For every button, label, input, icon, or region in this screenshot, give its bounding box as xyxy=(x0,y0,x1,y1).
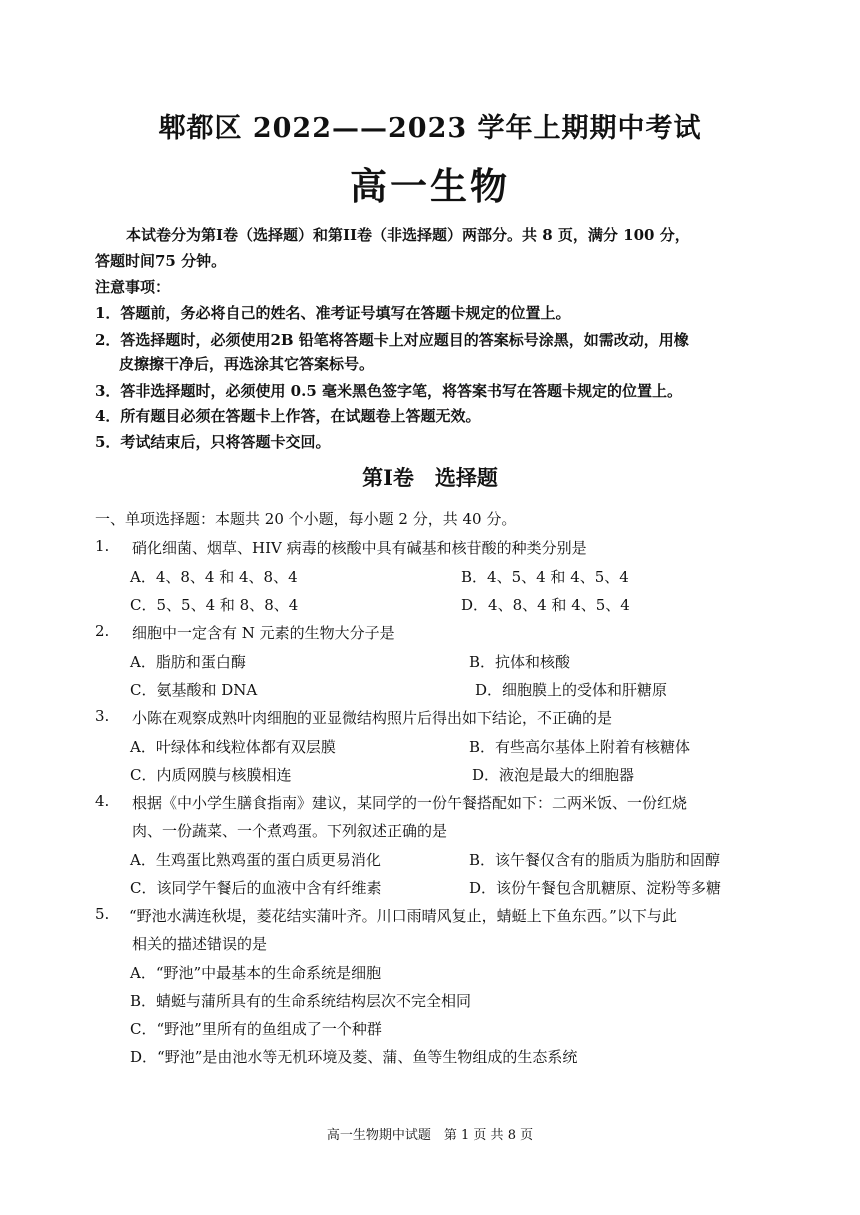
intro-line-1: 本试卷分为第I卷（选择题）和第II卷（非选择题）两部分。共 8 页，满分 100 分， xyxy=(126,226,690,244)
option-b: B．蜻蜓与蒲所具有的生命系统结构层次不完全相同 xyxy=(130,992,472,1010)
option-c: C．5、5、4 和 8、8、4 xyxy=(130,596,299,614)
option-c: C．内质网膜与核膜相连 xyxy=(130,766,292,784)
option-a: A．生鸡蛋比熟鸡蛋的蛋白质更易消化 xyxy=(130,851,381,869)
question-number: 1. xyxy=(95,537,110,555)
note-item: 3．答非选择题时，必须使用 0.5 毫米黑色签字笔，将答案书写在答题卡规定的位置上。 xyxy=(95,382,682,400)
note-item: 皮擦擦干净后，再选涂其它答案标号。 xyxy=(119,355,375,373)
question-number: 2. xyxy=(95,622,110,640)
option-d: D．细胞膜上的受体和肝糖原 xyxy=(475,681,668,699)
option-d: D．液泡是最大的细胞器 xyxy=(472,766,635,784)
option-a: A．叶绿体和线粒体都有双层膜 xyxy=(130,738,336,756)
exam-title: 郫都区 2022——2023 学年上期期中考试 xyxy=(158,113,702,144)
section-title: 第I卷 选择题 xyxy=(362,465,498,490)
page-footer: 高一生物期中试题 第 1 页 共 8 页 xyxy=(326,1128,534,1143)
option-c: C．该同学午餐后的血液中含有纤维素 xyxy=(130,879,382,897)
question-stem: 根据《中小学生膳食指南》建议，某同学的一份午餐搭配如下：二两米饭、一份红烧 xyxy=(132,794,688,812)
option-b: B．该午餐仅含有的脂质为脂肪和固醇 xyxy=(469,851,721,869)
question-number: 4. xyxy=(95,792,110,810)
option-b: B．抗体和核酸 xyxy=(469,653,571,671)
question-number: 3. xyxy=(95,707,110,725)
question-stem: “野池水满连秋堤，菱花结实蒲叶齐。川口雨晴风复止，蜻蜓上下鱼东西。”以下与此 xyxy=(129,907,677,925)
notes-heading: 注意事项： xyxy=(95,278,171,296)
section-instruction: 一、单项选择题：本题共 20 个小题，每小题 2 分，共 40 分。 xyxy=(95,510,517,528)
intro-line-2: 答题时间75 分钟。 xyxy=(95,252,227,270)
option-a: A．4、8、4 和 4、8、4 xyxy=(130,568,298,586)
option-c: C．氨基酸和 DNA xyxy=(130,681,258,699)
note-item: 4．所有题目必须在答题卡上作答，在试题卷上答题无效。 xyxy=(95,407,481,425)
note-item: 5．考试结束后，只将答题卡交回。 xyxy=(95,433,331,451)
question-number: 5. xyxy=(95,905,110,923)
question-stem-cont: 肉、一份蔬菜、一个煮鸡蛋。下列叙述正确的是 xyxy=(132,822,448,840)
question-stem: 硝化细菌、烟草、HIV 病毒的核酸中具有碱基和核苷酸的种类分别是 xyxy=(132,539,587,557)
question-stem: 小陈在观察成熟叶肉细胞的亚显微结构照片后得出如下结论，不正确的是 xyxy=(132,709,613,727)
option-a: A．脂肪和蛋白酶 xyxy=(130,653,246,671)
option-d: D．该份午餐包含肌糖原、淀粉等多糖 xyxy=(469,879,722,897)
note-item: 2．答选择题时，必须使用2B 铅笔将答题卡上对应题目的答案标号涂黑，如需改动，用橡 xyxy=(95,331,689,349)
option-d: D．“野池”是由池水等无机环境及菱、蒲、鱼等生物组成的生态系统 xyxy=(130,1048,578,1066)
option-a: A．“野池”中最基本的生命系统是细胞 xyxy=(130,964,382,982)
question-stem: 细胞中一定含有 N 元素的生物大分子是 xyxy=(132,624,395,642)
option-c: C．“野池”里所有的鱼组成了一个种群 xyxy=(130,1020,382,1038)
subject-title: 高一生物 xyxy=(350,164,510,208)
option-d: D．4、8、4 和 4、5、4 xyxy=(461,596,630,614)
option-b: B．4、5、4 和 4、5、4 xyxy=(461,568,629,586)
question-stem-cont: 相关的描述错误的是 xyxy=(132,935,268,953)
note-item: 1．答题前，务必将自己的姓名、准考证号填写在答题卡规定的位置上。 xyxy=(95,304,571,322)
option-b: B．有些高尔基体上附着有核糖体 xyxy=(469,738,691,756)
